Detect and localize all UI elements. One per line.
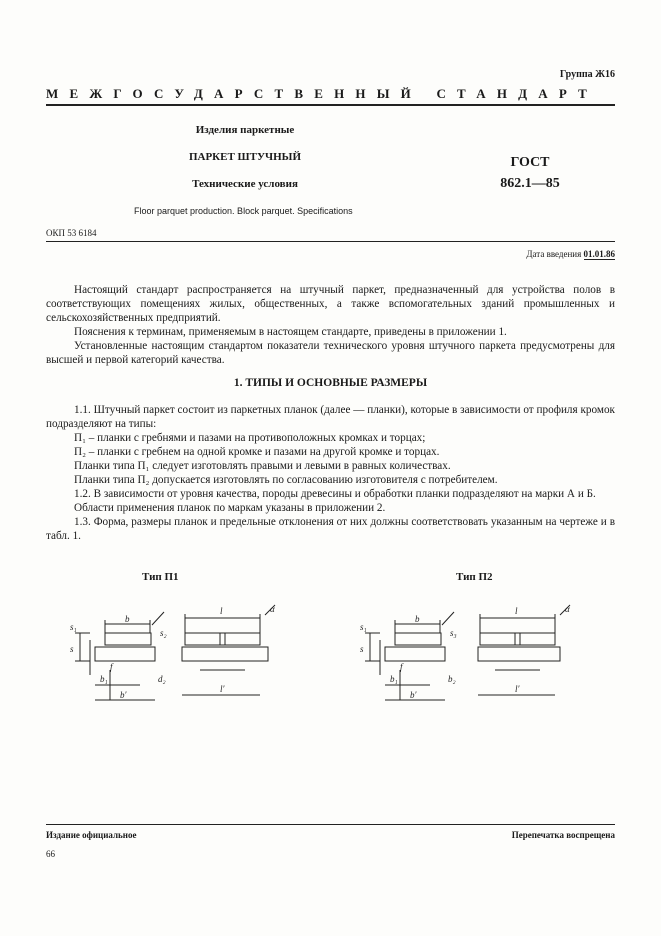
label-s2: s₂: [160, 628, 167, 638]
type-p1-description: П₁ – планки с гребнями и пазами на противоположных кромках и торцах;: [74, 432, 426, 444]
label-s1: s₁: [360, 622, 367, 632]
label-s: s: [360, 644, 364, 654]
label-b-prime: b′: [120, 690, 127, 700]
section-1-text: [46, 403, 615, 543]
product-category: Изделия паркетные: [195, 124, 295, 136]
label-b-prime: b′: [410, 690, 417, 700]
plank-side-lower: [478, 647, 560, 661]
intro-text: [46, 283, 615, 367]
standard-subtitle: Технические условия: [192, 178, 298, 190]
label-l: l: [220, 606, 223, 616]
plank-profile-left-upper: [105, 633, 151, 645]
label-f: f: [400, 662, 403, 672]
label-b: b: [415, 614, 420, 624]
introduction-date: [526, 249, 615, 259]
figure-type2-title: Тип П2: [456, 571, 493, 583]
clause-1-2: 1.2. В зависимости от уровня качества, породы древесины и обработки планки подразделяют на марки А и Б.: [74, 488, 596, 500]
clause-1-3: 1.3. Форма, размеры планок и предельные отклонения от них должны соответствовать указанным на чертеже и в табл. 1.: [46, 516, 615, 542]
label-d2: d₂: [158, 674, 166, 684]
label-alpha: α: [270, 604, 275, 614]
figure-type2-drawing: [360, 600, 590, 710]
plank-profile-left-upper: [395, 633, 441, 645]
label-l: l: [515, 606, 518, 616]
plank-side-upper-right: [515, 633, 555, 645]
reprint-prohibited: Перепечатка воспрещена: [511, 830, 615, 840]
plank-side-upper: [480, 633, 520, 645]
label-b: b: [125, 614, 130, 624]
label-b2: b₂: [448, 674, 456, 684]
paragraph-quality: Установленные настоящим стандартом показатели технического уровня штучного паркета предусмотрены для высшей и первой категорий качества.: [46, 340, 615, 366]
paragraph-scope: Настоящий стандарт распространяется на штучный паркет, предназначенный для устройства полов в соответствующих помещениях жилых, общественных, а также вспомогательных зданий промышленных и сельскохозяйственных предприятий.: [46, 284, 615, 324]
header-rule: [46, 241, 615, 242]
label-f: f: [110, 662, 113, 672]
intro-label: Дата введения: [526, 249, 582, 259]
figure-type1-drawing: [70, 600, 300, 710]
english-title: Floor parquet production. Block parquet. Specifications: [134, 206, 353, 216]
type-p2-note: Планки типа П₂ допускается изготовлять по согласованию изготовителя с потребителем.: [74, 474, 498, 486]
type-p1-note: Планки типа П₁ следует изготовлять правыми и левыми в равных количествах.: [74, 460, 451, 472]
banner-rule: [46, 104, 615, 106]
label-alpha: α: [565, 604, 570, 614]
label-s: s: [70, 644, 74, 654]
type-p2-description: П₂ – планки с гребнем на одной кромке и пазами на другой кромке и торцах.: [74, 446, 440, 458]
label-l-prime: l′: [220, 684, 225, 694]
standard-title: ПАРКЕТ ШТУЧНЫЙ: [188, 151, 302, 163]
footer-rule: [46, 824, 615, 825]
plank-profile-left-lower: [95, 647, 155, 661]
figure-type1-title: Тип П1: [142, 571, 179, 583]
gost-number: 862.1—85: [500, 176, 560, 191]
label-s1: s₁: [70, 622, 77, 632]
plank-side-upper-right: [220, 633, 260, 645]
paragraph-terms: Пояснения к терминам, применяемым в настоящем стандарте, приведены в приложении 1.: [74, 326, 507, 338]
clause-1-2-applications: Области применения планок по маркам указаны в приложении 2.: [74, 502, 386, 514]
okp-code: ОКП 53 6184: [46, 228, 97, 238]
intro-date: 01.01.86: [583, 249, 615, 259]
page-number: 66: [46, 849, 55, 859]
plank-profile-left-lower: [385, 647, 445, 661]
official-edition: Издание официальное: [46, 830, 137, 840]
plank-side-lower: [182, 647, 268, 661]
standard-banner: МЕЖГОСУДАРСТВЕННЫЙ СТАНДАРТ: [46, 86, 599, 101]
label-b1: b₁: [390, 674, 398, 684]
label-b1: b₁: [100, 674, 108, 684]
clause-1-1: 1.1. Штучный паркет состоит из паркетных планок (далее — планки), которые в зависимости от профиля кромок подразделяют на типы:: [46, 404, 615, 430]
group-code: Группа Ж16: [559, 69, 615, 80]
label-l-prime: l′: [515, 684, 520, 694]
gost-label: ГОСТ: [510, 155, 550, 170]
section-1-title: 1. ТИПЫ И ОСНОВНЫЕ РАЗМЕРЫ: [233, 377, 428, 389]
label-s3: s₃: [450, 628, 457, 638]
plank-side-upper: [185, 633, 225, 645]
